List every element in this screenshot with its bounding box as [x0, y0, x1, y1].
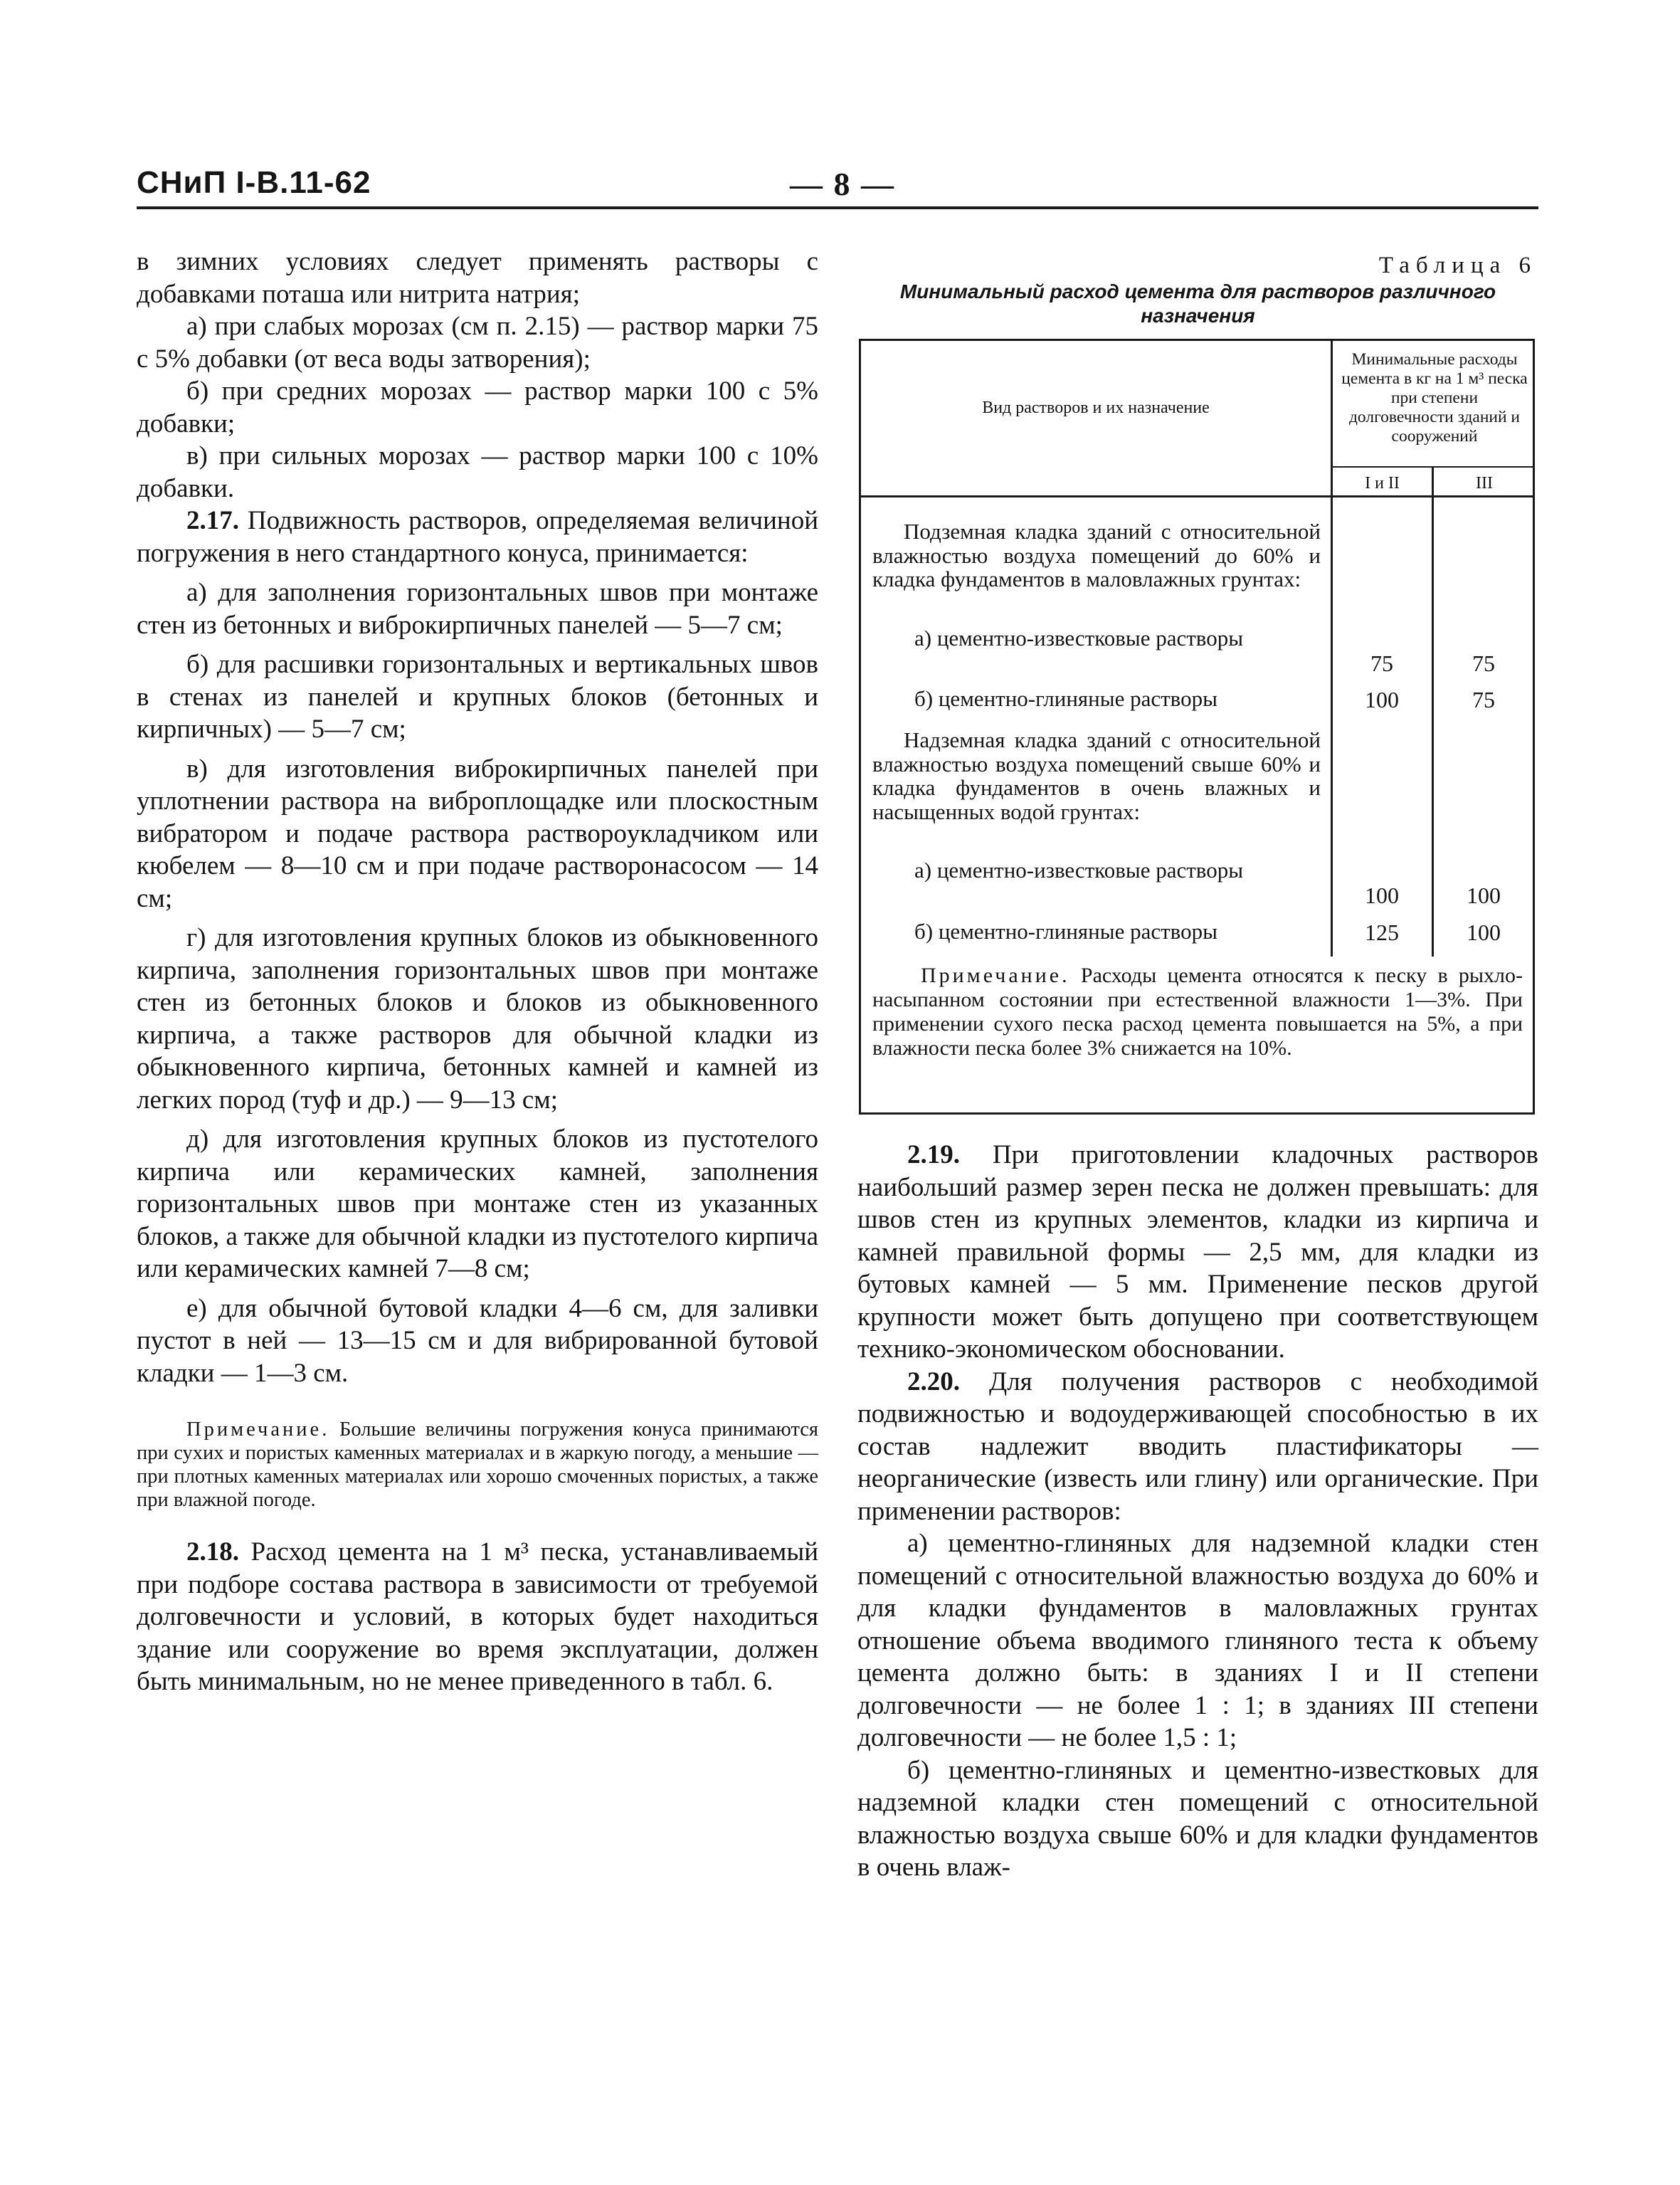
page-header [137, 165, 1538, 209]
document-code: СНиП I-В.11-62 [137, 165, 371, 200]
section-number: 2.19. [907, 1140, 960, 1169]
note-text: Большие величины погружения конуса принимаются при сухих и пористых каменных материалах и в жаркую погоду, а меньшие — при плотных каменных материалах или хорошо смоченных пористых, а также при влажной погоде. [137, 1418, 818, 1511]
item-d: д) для изготовления крупных блоков из пустотелого кирпича или керамических камней, заполнения горизонтальных швов при монтаже стен из указанных блоков, а также для обычной кладки из пустотелого кирпича или керамических камней 7—8 см; [137, 1125, 818, 1283]
table-header-type: Вид растворов и их назначение [982, 399, 1210, 417]
table-row-name: б) цементно-глиняные растворы [914, 686, 1217, 711]
table-subcolumn-divider [1432, 466, 1434, 957]
table-row-name: б) цементно-глиняные растворы [914, 919, 1217, 944]
item-v: в) для изготовления виброкирпичных панелей при уплотнении раствора на виброплощадке или плоскостным вибратором и подаче раствора растворoукладчиком или кюбелем — 8—10 см и при подаче растворонасосом — 14 см; [137, 754, 818, 913]
table-cell: 100 [1365, 687, 1399, 712]
table-cell: 75 [1472, 651, 1495, 676]
table-cell: 75 [1472, 687, 1495, 712]
note-label: Примечание. [186, 1418, 330, 1441]
table-header-line [859, 495, 1535, 497]
table-cell: 100 [1467, 920, 1501, 945]
section-text: При приготовлении кладочных растворов наибольший размер зерен песка не должен превышать: для швов стен из крупных элементов, кладки из кирпича и камней правильной формы — 2,5 мм, для кладки из бутовых камней — 5 мм. Применение песков другой крупности может быть допущено при соответствующем технико-экономическом обосновании. [857, 1140, 1539, 1364]
item-weak-frost: а) при слабых морозах (см п. 2.15) — раствор марки 75 с 5% добавки (от веса воды затворения); [137, 312, 818, 374]
table-group-underground [872, 520, 1321, 591]
section-number: 2.17. [186, 506, 239, 535]
section-2-17 [137, 505, 818, 569]
table-header-consumption: Минимальные расходы цемента в кг на 1 м³ песка при степени долговечности зданий и сооружений [1341, 350, 1528, 446]
table-row-name: а) цементно-известковые растворы [914, 626, 1244, 651]
note-label: Примечание. [921, 964, 1070, 987]
item-b-clay-lime: б) цементно-глиняных и цементно-известковых для надземной кладки стен помещений с относительной влажностью воздуха свыше 60% и для кладки фундаментов в очень влаж- [857, 1755, 1538, 1882]
paragraph-winter: в зимних условиях следует применять растворы с добавками поташа или нитрита натрия; [137, 247, 818, 309]
section-2-18 [137, 1536, 818, 1698]
group-text: Надземная кладка зданий с относительной влажностью воздуха помещений свыше 60% и кладка фундаментов в очень влажных и насыщенных водой грунтах: [872, 727, 1321, 824]
table-title: Минимальный расход цемента для растворов различного назначения [899, 280, 1496, 327]
item-g: г) для изготовления крупных блоков из обыкновенного кирпича, заполнения горизонтальных швов при монтаже стен из бетонных блоков и блоков из обыкновенного кирпича, а также растворов для обычной кладки из обыкновенного кирпича, бетонных камней и камней из легких пород (туф и др.) — 9—13 см; [137, 923, 818, 1115]
table-label: Таблица 6 [1378, 253, 1537, 278]
table-cell: 75 [1370, 651, 1393, 676]
table-group-aboveground [872, 728, 1321, 823]
note-text: Расходы цемента относятся к песку в рыхло-насыпанном состоянии при естественной влажности 1—3%. При применении сухого песка расход цемента повышается на 5%, а при влажности песка более 3% снижается на 10%. [872, 964, 1523, 1060]
item-b: б) для расшивки горизонтальных и вертикальных швов в стенах из панелей и крупных блоков (бетонных и кирпичных) — 5—7 см; [137, 650, 818, 744]
section-text: Расход цемента на 1 м³ песка, устанавливаемый при подборе состава раствора в зависимости от требуемой долговечности и условий, в которых будет находиться здание или сооружение во время эксплуатации, должен быть минимальным, но не менее приведенного в табл. 6. [137, 1537, 818, 1696]
table-cell: 125 [1365, 920, 1399, 945]
item-strong-frost: в) при сильных морозах — раствор марки 100 с 10% добавки. [137, 441, 818, 503]
item-a: а) для заполнения горизонтальных швов при монтаже стен из бетонных и виброкирпичных панелей — 5—7 см; [137, 578, 818, 640]
table-subheader-2: III [1476, 474, 1493, 493]
group-text: Подземная кладка зданий с относительной влажностью воздуха помещений до 60% и кладка фундаментов в маловлажных грунтах: [872, 519, 1321, 591]
table-note [872, 964, 1523, 1060]
note-2-17 [137, 1418, 818, 1512]
table-subheader-line [1331, 466, 1535, 468]
item-a-clay: а) цементно-глиняных для надземной кладки стен помещений с относительной влажностью воздуха до 60% и для кладки фундаментов в маловлажных грунтах отношение объема вводимого глиняного теста к объему цемента должно быть: в зданиях I и II степени долговечности — не более 1 : 1; в зданиях III степени долговечности — не более 1,5 : 1; [857, 1529, 1538, 1752]
table-vertical-divider [1331, 339, 1333, 957]
section-number: 2.20. [907, 1367, 960, 1396]
table-row-name: а) цементно-известковые растворы [914, 858, 1244, 883]
section-text: Для получения растворов с необходимой подвижностью и водоудерживающей способностью в их состав надлежит вводить пластификаторы — неорганические (известь или глину) или органические. При применении растворов: [857, 1367, 1539, 1526]
section-2-20 [857, 1366, 1538, 1528]
left-column [137, 246, 818, 1698]
page-number: — 8 — [790, 166, 895, 202]
table-subheader-1: I и II [1365, 474, 1400, 493]
item-medium-frost: б) при средних морозах — раствор марки 100 с 5% добавки; [137, 377, 818, 438]
table-cell: 100 [1365, 883, 1399, 908]
table-cell: 100 [1467, 883, 1501, 908]
section-number: 2.18. [186, 1537, 239, 1567]
right-column [857, 1139, 1538, 1884]
section-text: Подвижность растворов, определяемая величиной погружения в него стандартного конуса, принимается: [137, 506, 818, 568]
section-2-19 [857, 1139, 1538, 1366]
item-e: е) для обычной бутовой кладки 4—6 см, для заливки пустот в ней — 13—15 см и для вибрированной бутовой кладки — 1—3 см. [137, 1293, 818, 1388]
